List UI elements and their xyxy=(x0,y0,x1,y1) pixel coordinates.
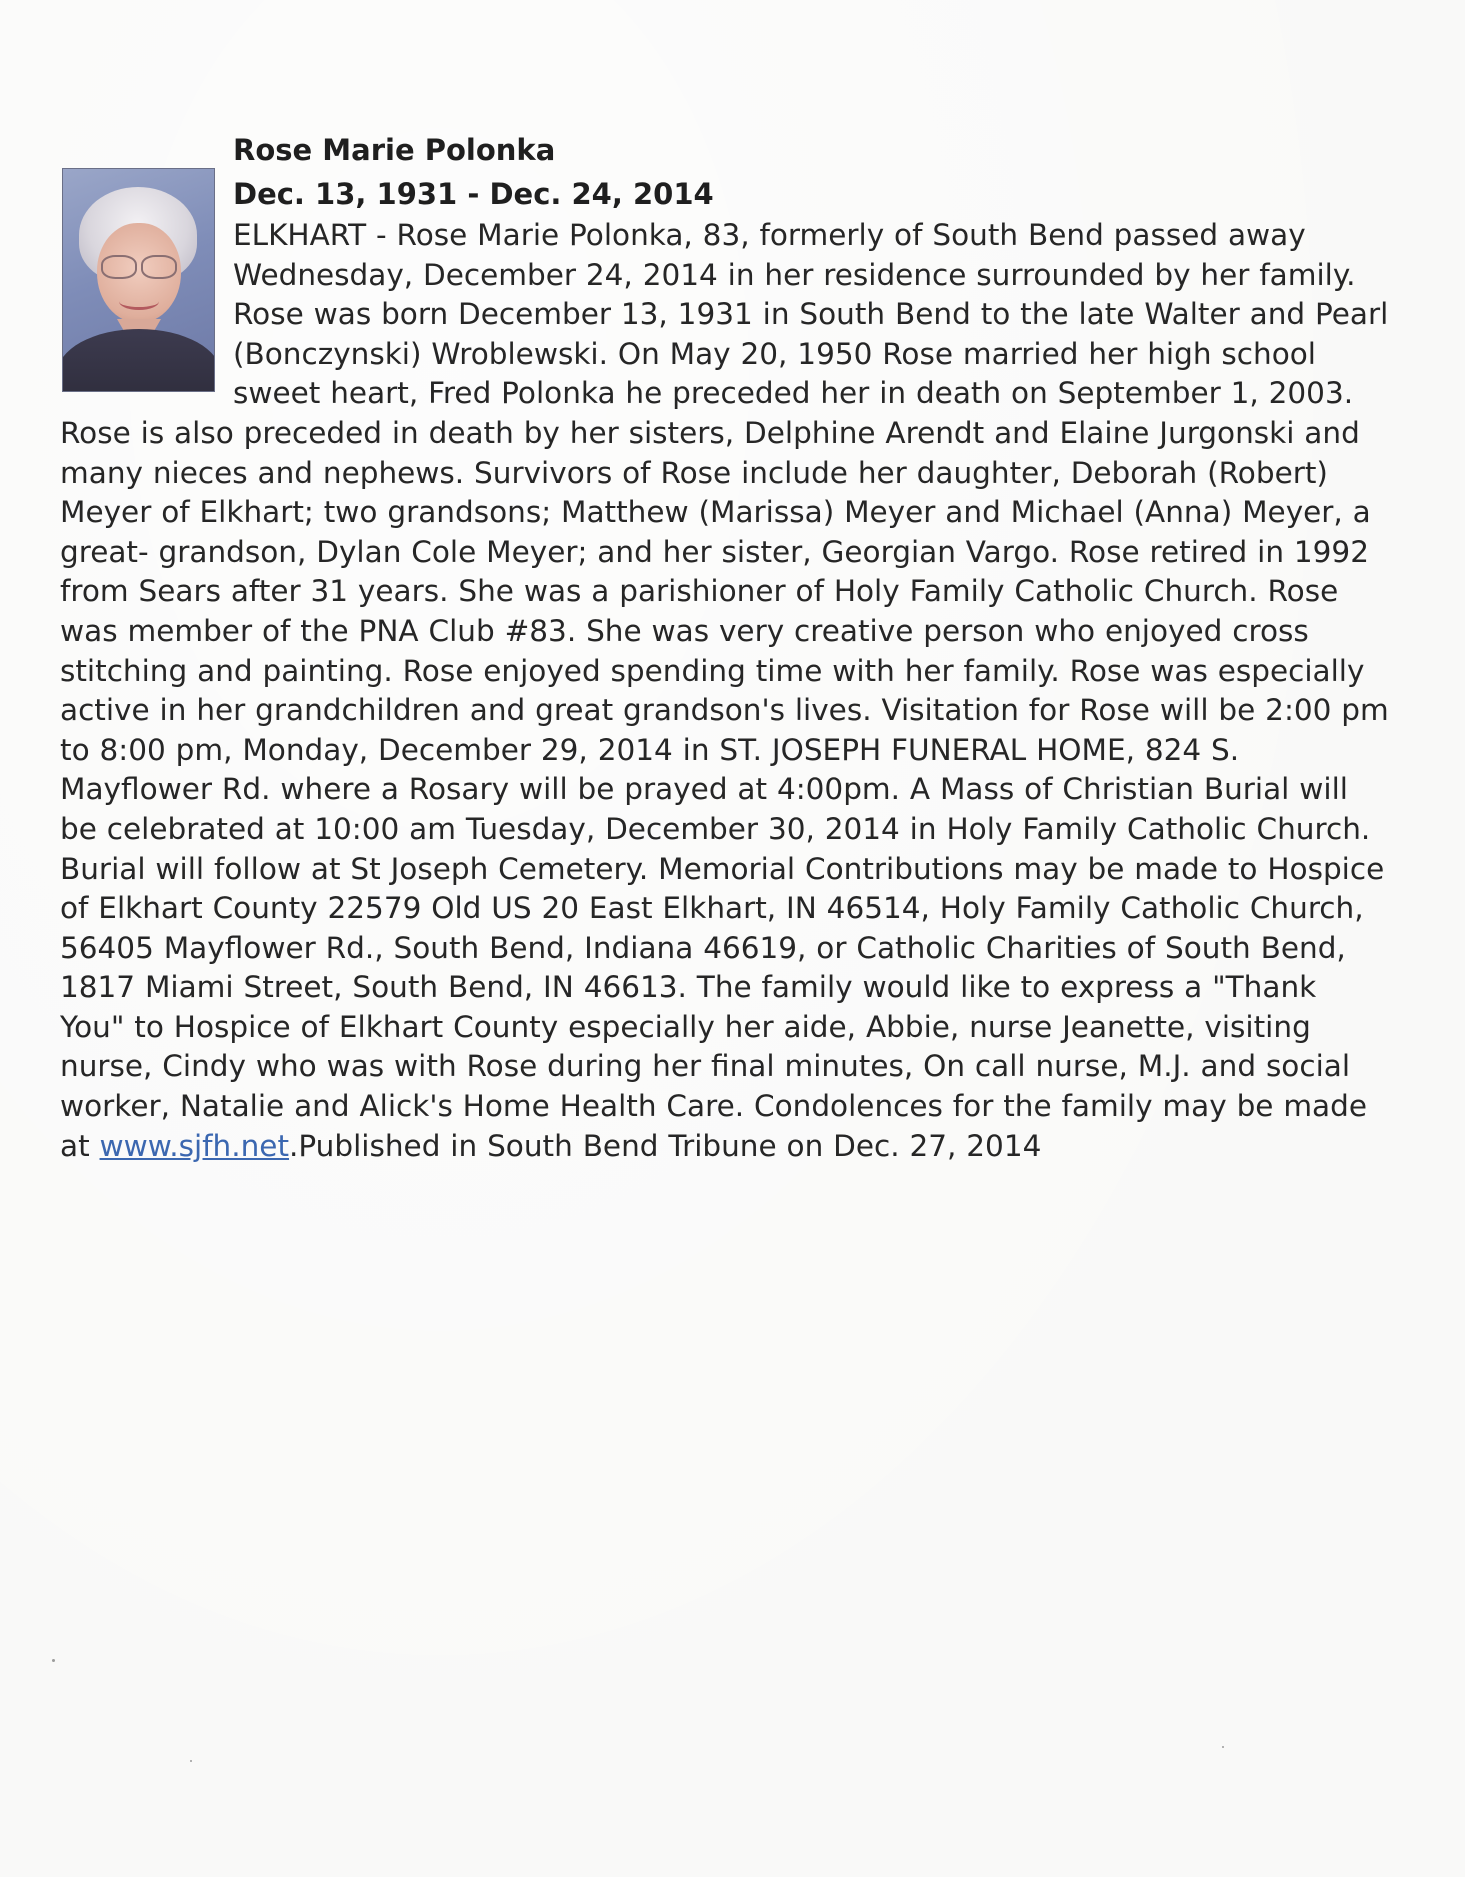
obituary xyxy=(60,128,1390,1166)
obituary-body xyxy=(60,216,1390,1166)
obituary-name: Rose Marie Polonka xyxy=(233,133,556,167)
scan-speck xyxy=(190,1760,192,1762)
portrait-photo-icon xyxy=(62,168,215,392)
scan-speck xyxy=(1222,1746,1224,1748)
obituary-body-text: ELKHART - Rose Marie Polonka, 83, formerly of South Bend passed away Wednesday, December 24, 2014 in her residence surrounded by her family. Rose was born December 13, 1931 in South Bend to the late Walter and Pearl (Bonczynski) Wroblewski. On May 20, 1950 Rose married her high school sweet heart, Fred Polonka he preceded her in death on September 1, 2003. Rose is also preceded in death by her sisters, Delphine Arendt and Elaine Jurgonski and many nieces and nephews. Survivors of Rose include her daughter, Deborah (Robert) Meyer of Elkhart; two grandsons; Matthew (Marissa) Meyer and Michael (Anna) Meyer, a great- grandson, Dylan Cole Meyer; and her sister, Georgian Vargo. Rose retired in 1992 from Sears after 31 years. She was a parishioner of Holy Family Catholic Church. Rose was member of the PNA Club #83. She was very creative person who enjoyed cross stitching and painting. Rose enjoyed spending time with her family. Rose was especially active in her grandchildren and great grandson's lives. Visitation for Rose will be 2:00 pm to 8:00 pm, Monday, December 29, 2014 in ST. JOSEPH FUNERAL HOME, 824 S. Mayflower Rd. where a Rosary will be prayed at 4:00pm. A Mass of Christian Burial will be celebrated at 10:00 am Tuesday, December 30, 2014 in Holy Family Catholic Church. Burial will follow at St Joseph Cemetery. Memorial Contributions may be made to Hospice of Elkhart County 22579 Old US 20 East Elkhart, IN 46514, Holy Family Catholic Church, 56405 Mayflower Rd., South Bend, Indiana 46619, or Catholic Charities of South Bend, 1817 Miami Street, South Bend, IN 46613. The family would like to express a "Thank You" to Hospice of Elkhart County especially her aide, Abbie, nurse Jeanette, visiting nurse, Cindy who was with Rose during her final minutes, On call nurse, M.J. and social worker, Natalie and Alick's Home Health Care. Condolences for the family may be made at xyxy=(60,218,1389,1163)
published-note: .Published in South Bend Tribune on Dec. 27, 2014 xyxy=(289,1128,1042,1163)
funeral-home-link[interactable]: www.sjfh.net xyxy=(99,1128,290,1163)
obituary-dates: Dec. 13, 1931 - Dec. 24, 2014 xyxy=(233,177,714,211)
scan-speck xyxy=(52,1659,55,1662)
